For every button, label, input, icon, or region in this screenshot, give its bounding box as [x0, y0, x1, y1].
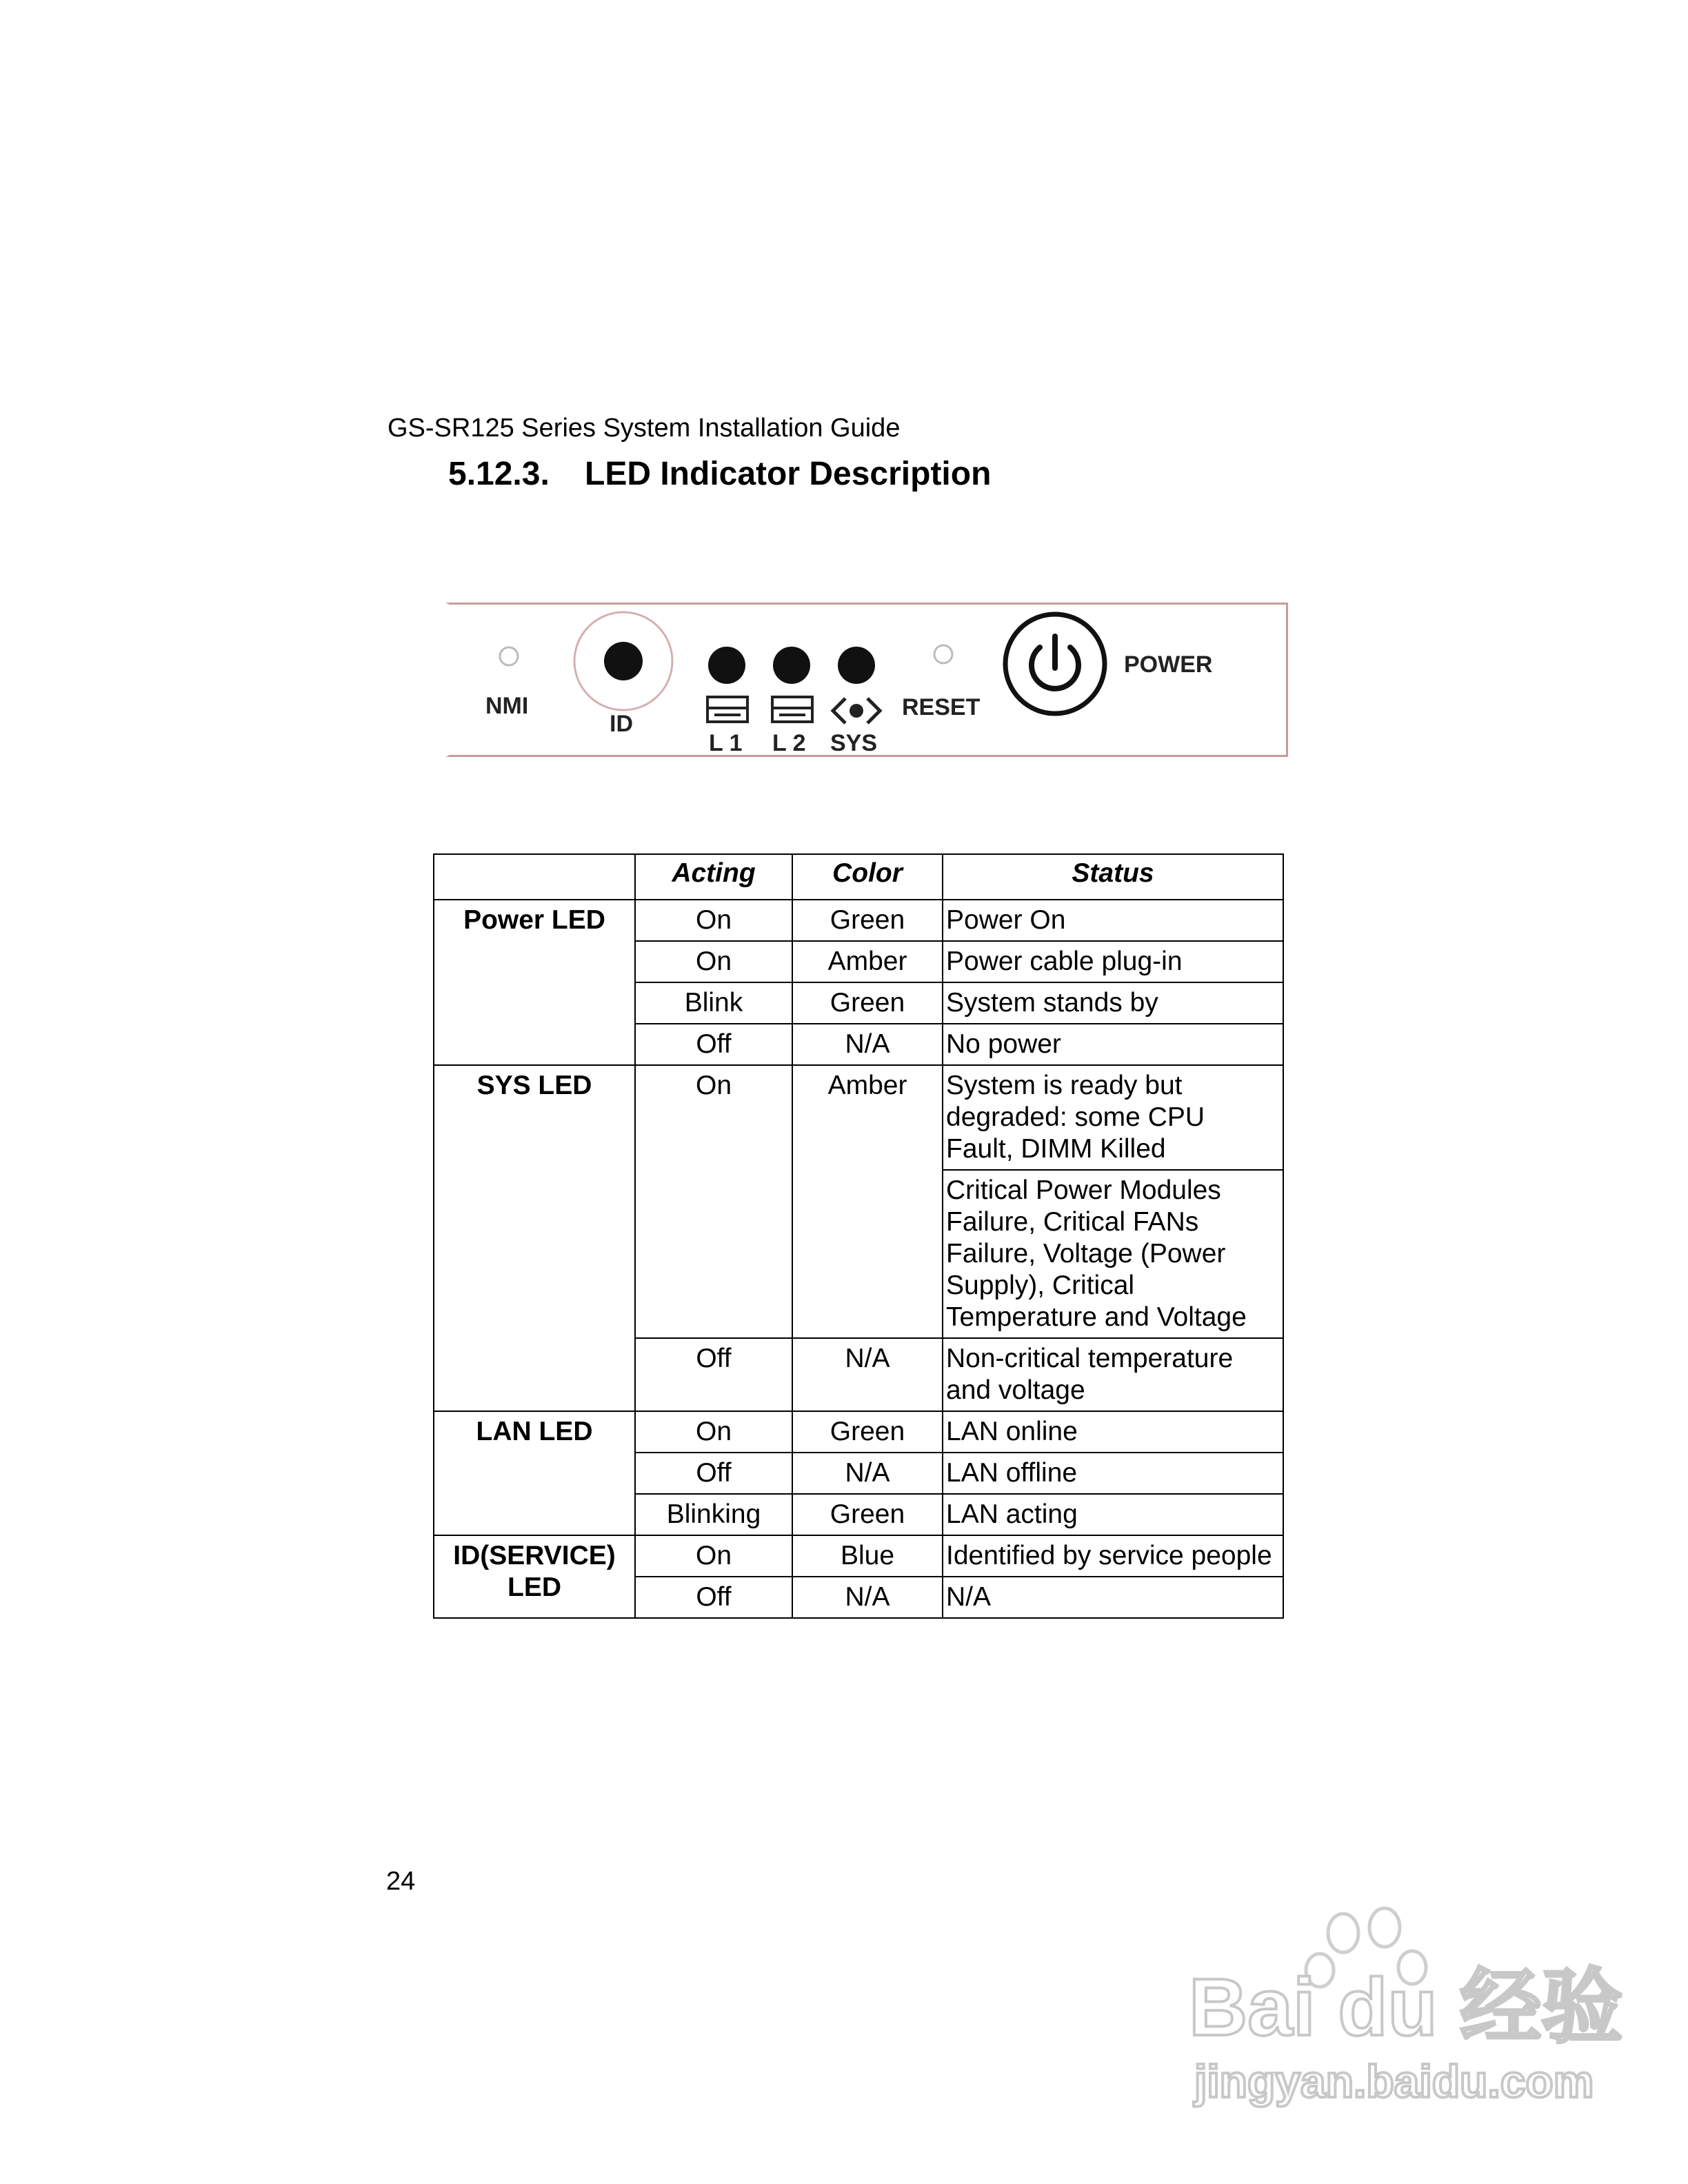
section-title [448, 454, 991, 495]
lan2-label: L 2 [772, 730, 806, 756]
cell-acting: On [635, 1535, 792, 1577]
lan1-port-icon [707, 697, 747, 722]
group-sys-led: SYS LED [434, 1065, 635, 1411]
group-lan-led: LAN LED [434, 1411, 635, 1535]
cell-color: Green [792, 982, 943, 1024]
sys-label: SYS [830, 730, 878, 756]
led-indicator-table [433, 853, 1284, 1619]
front-panel-svg [450, 605, 1292, 759]
watermark-brand: Bai du 经验 [1189, 1962, 1623, 2053]
cell-acting: Off [635, 1024, 792, 1065]
cell-status: System is ready but degraded: some CPU Fault, DIMM Killed [943, 1065, 1283, 1170]
cell-color: Green [792, 1494, 943, 1535]
table-row [434, 1535, 1283, 1577]
nmi-button-icon [500, 647, 518, 665]
cell-color: Blue [792, 1535, 943, 1577]
lan2-port-icon [772, 697, 812, 722]
front-panel-illustration [445, 603, 1288, 757]
document-header: GS-SR125 Series System Installation Guide [388, 414, 901, 443]
lan2-led-icon [773, 647, 810, 684]
cell-acting: On [635, 900, 792, 941]
cell-acting: Blinking [635, 1494, 792, 1535]
cell-acting: Off [635, 1453, 792, 1494]
header-status: Status [943, 854, 1283, 900]
cell-acting: On [635, 1065, 792, 1338]
cell-acting: Off [635, 1338, 792, 1411]
id-label: ID [610, 711, 633, 737]
cell-color: N/A [792, 1453, 943, 1494]
section-number: 5.12.3. [448, 456, 550, 492]
cell-status: Power On [943, 900, 1283, 941]
baidu-watermark [1185, 1907, 1623, 2107]
cell-acting: On [635, 941, 792, 982]
cell-status: LAN online [943, 1411, 1283, 1453]
cell-status: N/A [943, 1577, 1283, 1618]
watermark-url: jingyan.baidu.com [1194, 2056, 1594, 2107]
table-row [434, 900, 1283, 941]
header-color: Color [792, 854, 943, 900]
cell-acting: Blink [635, 982, 792, 1024]
section-heading: LED Indicator Description [585, 456, 992, 492]
cell-status: LAN offline [943, 1453, 1283, 1494]
cell-status: No power [943, 1024, 1283, 1065]
cell-status: Power cable plug-in [943, 941, 1283, 982]
nmi-label: NMI [485, 693, 529, 719]
header-group [434, 854, 635, 900]
lan1-label: L 1 [709, 730, 743, 756]
cell-status: LAN acting [943, 1494, 1283, 1535]
cell-color: N/A [792, 1024, 943, 1065]
cell-acting: On [635, 1411, 792, 1453]
cell-color: Amber [792, 941, 943, 982]
reset-label: RESET [902, 694, 981, 720]
table-header-row [434, 854, 1283, 900]
sys-diamond-icon [833, 698, 880, 723]
group-power-led: Power LED [434, 900, 635, 1065]
power-label: POWER [1124, 651, 1213, 678]
reset-button-icon [934, 645, 952, 663]
cell-status: Critical Power Modules Failure, Critical FANs Failure, Voltage (Power Supply), Critical Temperature and Voltage [943, 1170, 1283, 1338]
lan1-led-icon [708, 647, 745, 684]
table-row [434, 1065, 1283, 1170]
header-acting: Acting [635, 854, 792, 900]
cell-status: System stands by [943, 982, 1283, 1024]
id-led-icon [604, 642, 643, 680]
table-row [434, 1411, 1283, 1453]
cell-color: N/A [792, 1338, 943, 1411]
cell-status: Identified by service people [943, 1535, 1283, 1577]
cell-status: Non-critical temperature and voltage [943, 1338, 1283, 1411]
cell-color: Green [792, 1411, 943, 1453]
cell-color: Green [792, 900, 943, 941]
page-number: 24 [386, 1867, 416, 1896]
cell-color: Amber [792, 1065, 943, 1338]
cell-acting: Off [635, 1577, 792, 1618]
cell-color: N/A [792, 1577, 943, 1618]
group-id-service-led: ID(SERVICE) LED [434, 1535, 635, 1618]
sys-led-icon [838, 647, 875, 684]
